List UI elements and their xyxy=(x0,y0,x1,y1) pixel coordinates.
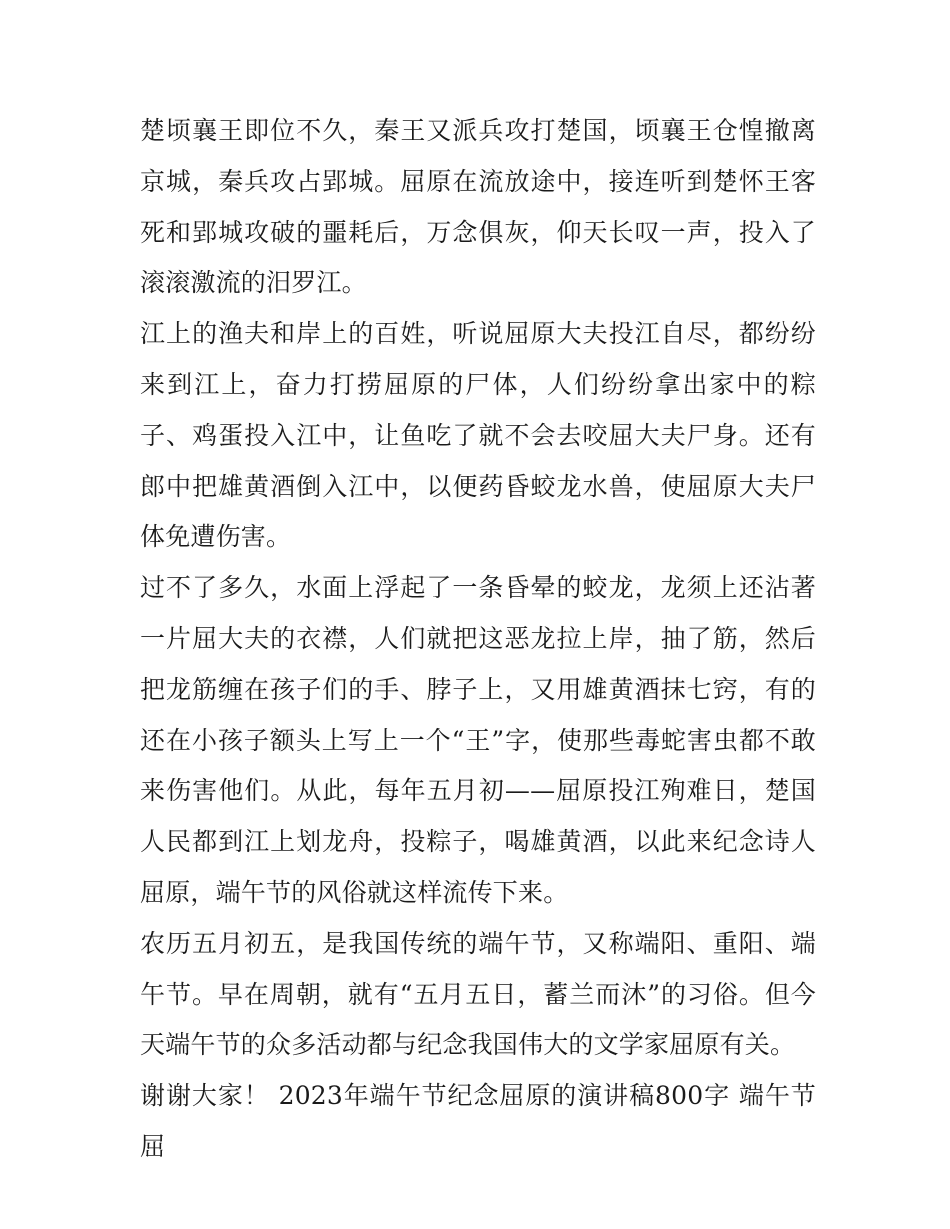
paragraph-1: 楚顷襄王即位不久，秦王又派兵攻打楚国，顷襄王仓惶撤离京城，秦兵攻占郢城。屈原在流放途中，接连听到楚怀王客死和郢城攻破的噩耗后，万念俱灰，仰天长叹一声，投入了滚滚激流的汨罗江。 xyxy=(140,116,816,298)
paragraph-4: 农历五月初五，是我国传统的端午节，又称端阳、重阳、端午节。早在周朝，就有“五月五日，蓄兰而沐”的习俗。但今天端午节的众多活动都与纪念我国伟大的文学家屈原有关。 xyxy=(140,928,816,1060)
document-body xyxy=(140,106,816,1173)
paragraph-3: 过不了多久，水面上浮起了一条昏晕的蛟龙，龙须上还沾著一片屈大夫的衣襟，人们就把这恶龙拉上岸，抽了筋，然后把龙筋缠在孩子们的手、脖子上，又用雄黄酒抹七窍，有的还在小孩子额头上写上一个“王”字，使那些毒蛇害虫都不敢来伤害他们。从此，每年五月初——屈原投江殉难日，楚国人民都到江上划龙舟，投粽子，喝雄黄酒，以此来纪念诗人屈原，端午节的风俗就这样流传下来。 xyxy=(140,573,816,907)
paragraph-2: 江上的渔夫和岸上的百姓，听说屈原大夫投江自尽，都纷纷来到江上，奋力打捞屈原的尸体，人们纷纷拿出家中的粽子、鸡蛋投入江中，让鱼吃了就不会去咬屈大夫尸身。还有郎中把雄黄酒倒入江中，以便药昏蛟龙水兽，使屈原大夫尸体免遭伤害。 xyxy=(140,319,816,552)
paragraph-5: 谢谢大家！ 2023年端午节纪念屈原的演讲稿800字 端午节屈 xyxy=(140,1081,816,1161)
